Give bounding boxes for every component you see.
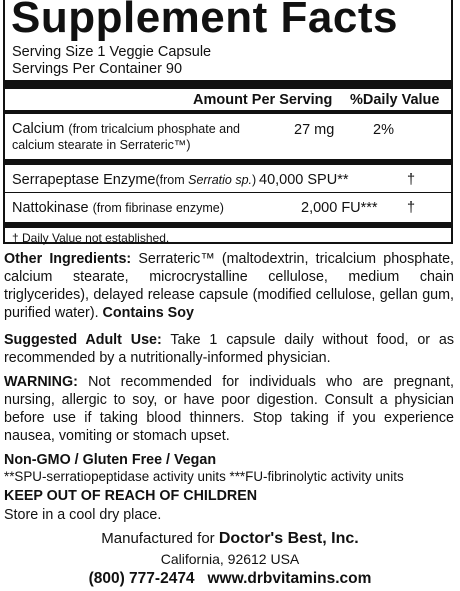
supplement-facts-panel [3,0,453,244]
nutrient-amount: 2,000 FU*** [301,200,378,216]
bottom-divider [5,222,451,228]
product-claims: Non-GMO / Gluten Free / Vegan [4,452,217,468]
manufacturer-line [0,530,460,548]
section-divider [5,159,451,165]
panel-title: Supplement Facts [11,0,398,42]
nutrient-name: Nattokinase [12,200,89,216]
warning [4,373,454,445]
servings-per-container: Servings Per Container 90 [12,61,183,77]
keep-out-warning: KEEP OUT OF REACH OF CHILDREN [4,488,258,504]
contains-soy: Contains Soy [102,305,194,321]
nutrient-source: (from fibrinase enzyme) [92,201,224,215]
activity-units-note: **SPU-serratiopeptidase activity units ***FU-fibrinolytic activity units [4,469,404,484]
phone-number: (800) 777-2474 [88,570,195,587]
species-name: Serratio sp. [188,173,253,187]
storage-instructions: Store in a cool dry place. [4,507,162,523]
manufacturer-prefix: Manufactured for [101,530,215,547]
warning-label: WARNING: [4,374,78,390]
nutrient-dv: 2% [373,122,394,138]
suggested-use-label: Suggested Adult Use: [4,332,162,348]
nutrient-amount: 27 mg [294,122,335,138]
thick-divider [5,80,451,89]
nutrient-amount: 40,000 SPU** [259,172,349,188]
nutrient-dv: † [407,172,416,188]
other-ingredients-text: Serrateric™ (maltodextrin, tricalcium phosphate, calcium stearate, microcrystalline cellulose, medium chain triglycerides), delayed release capsule (modified cellulose, gellan gum, purified water). [4,251,454,321]
row-divider [5,192,451,193]
manufacturer-location: California, 92612 USA [160,551,300,567]
other-ingredients-label: Other Ingredients: [4,251,132,267]
serving-size: Serving Size 1 Veggie Capsule [12,44,212,60]
nutrient-source: (from Serratio sp.) [155,173,257,187]
header-divider [5,110,451,114]
warning-text: Not recommended for individuals who are pregnant, nursing, allergic to soy, or have poor digestion. Consult a physician before use if taking blood thinners. Stop taking if you experience nausea, vomiting or stomach upset. [4,374,454,444]
header-daily-value: %Daily Value [350,92,440,108]
suggested-use-text: Take 1 capsule daily without food, or as recommended by a nutritionally-informed physician. [4,332,455,366]
daily-value-footnote: † Daily Value not established. [12,231,170,245]
other-ingredients [4,250,454,322]
manufacturer-name: Doctor's Best, Inc. [218,530,359,547]
nutrient-source-cont: calcium stearate in Serrateric™) [12,138,191,152]
header-amount: Amount Per Serving [193,92,333,108]
nutrient-name: Serrapeptase Enzyme [12,172,156,188]
nutrient-source: (from tricalcium phosphate and [68,122,241,136]
suggested-use [4,331,454,367]
nutrient-name: Calcium [12,121,65,137]
nutrient-dv: † [407,200,416,216]
website: www.drbvitamins.com [207,570,372,587]
contact-line [0,570,460,588]
